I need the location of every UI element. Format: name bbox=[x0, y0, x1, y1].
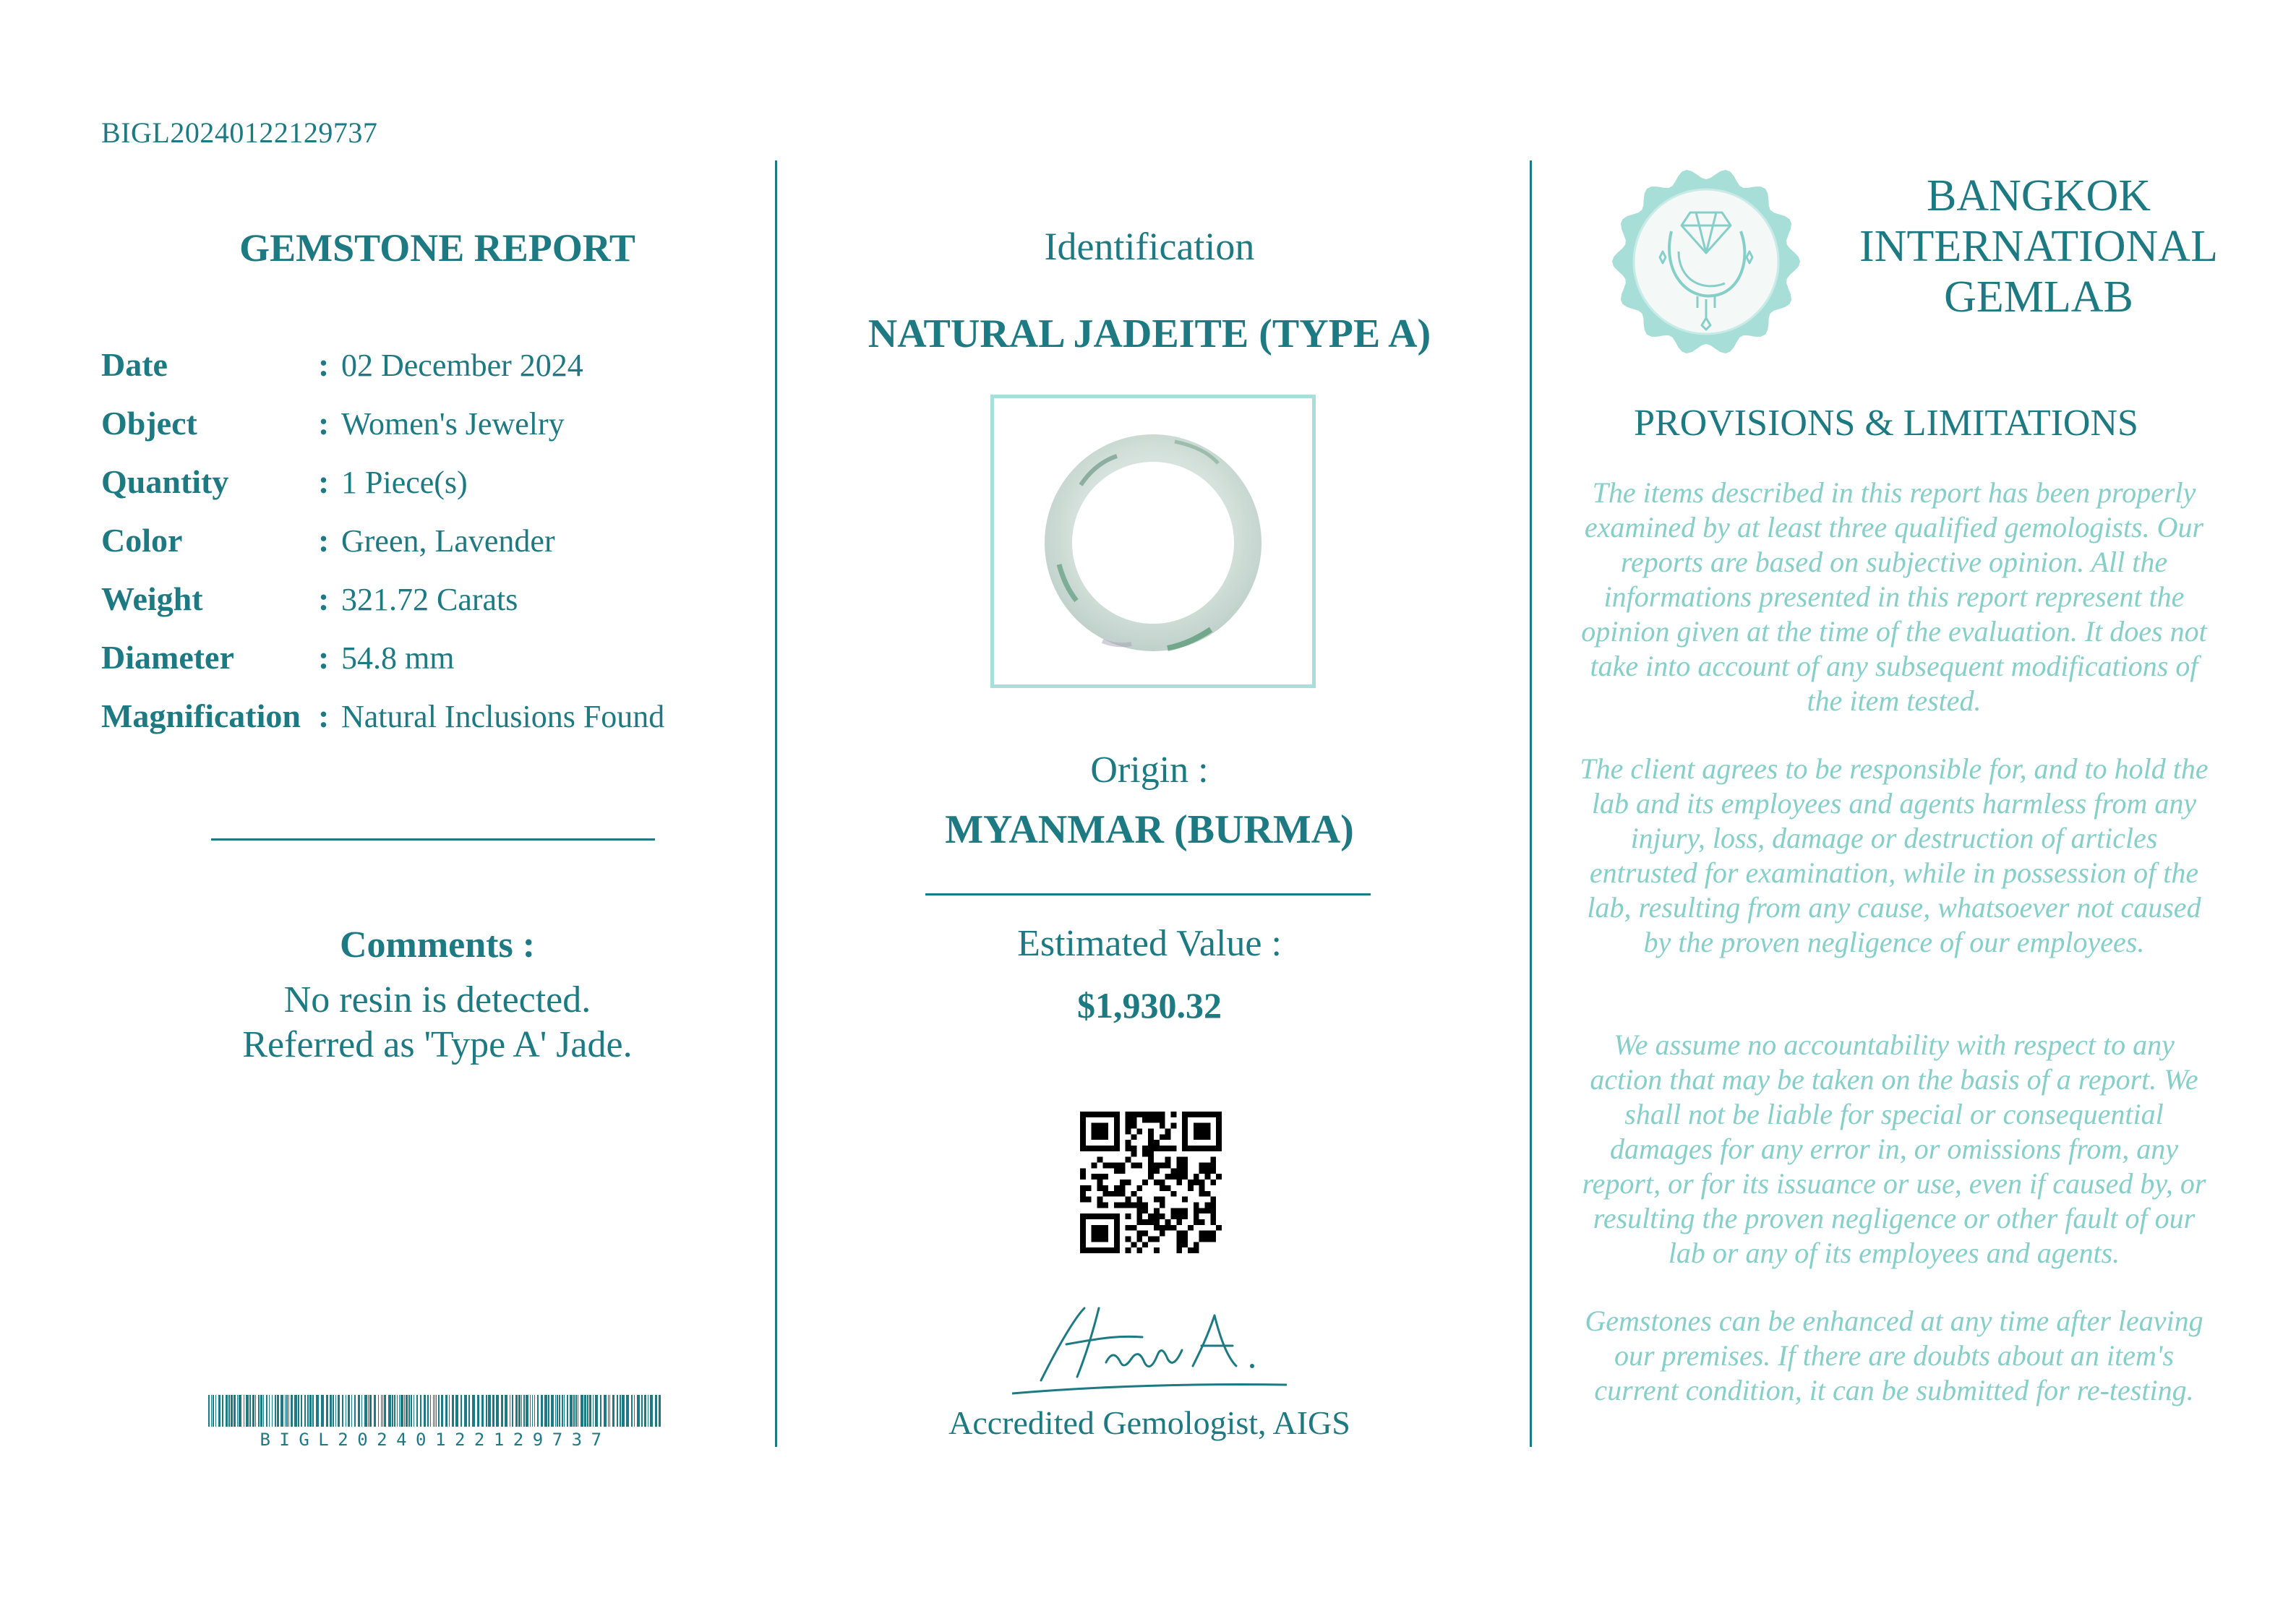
detail-key: Color bbox=[101, 522, 183, 559]
detail-colon: : bbox=[318, 580, 330, 617]
detail-value: 1 Piece(s) bbox=[341, 465, 468, 500]
estimated-value-amount: $1,930.32 bbox=[1077, 985, 1222, 1026]
detail-row-weight bbox=[101, 580, 795, 638]
lab-name-line: BANGKOK bbox=[1927, 171, 2151, 220]
detail-colon: : bbox=[318, 346, 330, 383]
detail-key: Object bbox=[101, 405, 197, 442]
report-title: GEMSTONE REPORT bbox=[239, 226, 635, 270]
detail-value: 54.8 mm bbox=[341, 640, 455, 676]
lab-name-line: INTERNATIONAL bbox=[1859, 222, 2218, 271]
identification-label: Identification bbox=[1044, 225, 1255, 268]
detail-colon: : bbox=[318, 463, 330, 500]
lab-seal-icon bbox=[1609, 165, 1803, 358]
estimated-value-label: Estimated Value : bbox=[1017, 923, 1282, 964]
gemstone-photo-frame bbox=[990, 395, 1316, 688]
detail-colon: : bbox=[318, 522, 330, 559]
jade-ring-image bbox=[994, 398, 1312, 684]
detail-value: Natural Inclusions Found bbox=[341, 699, 665, 734]
report-id: BIGL20240122129737 bbox=[101, 116, 378, 149]
detail-value: Green, Lavender bbox=[341, 523, 555, 559]
column-divider-right bbox=[1530, 160, 1532, 1447]
divider-line bbox=[925, 893, 1371, 895]
detail-key: Quantity bbox=[101, 463, 229, 500]
provisions-paragraph: Gemstones can be enhanced at any time after leaving our premises. If there are doubts about an item's current condition, it can be submitted for re-testing. bbox=[1585, 1305, 2203, 1406]
provisions-paragraph: The items described in this report has been properly examined by at least three qualified gemologists. Our reports are based on subjective opinion. All the informations presented in this report represent the opinion given at the time of the evaluation. It does not take into account of any subsequent modifications of the item tested. bbox=[1581, 476, 2207, 717]
detail-value: 321.72 Carats bbox=[341, 582, 518, 617]
detail-colon: : bbox=[318, 639, 330, 676]
detail-value: Women's Jewelry bbox=[341, 406, 565, 442]
provisions-paragraph: We assume no accountability with respect to any action that may be taken on the basis of a report. We shall not be liable for special or consequential damages for any error in, or omissions from, any report, or for its issuance or use, even if caused by, or resulting the proven negligence or other fault of our lab or any of its employees and agents. bbox=[1582, 1028, 2206, 1269]
detail-key: Weight bbox=[101, 580, 203, 617]
detail-colon: : bbox=[318, 405, 330, 442]
detail-row-object bbox=[101, 404, 795, 463]
comment-line: Referred as 'Type A' Jade. bbox=[242, 1024, 633, 1065]
details-table bbox=[101, 345, 795, 755]
origin-value: MYANMAR (BURMA) bbox=[945, 807, 1354, 852]
gemologist-title: Accredited Gemologist, AIGS bbox=[948, 1404, 1350, 1441]
detail-key: Diameter bbox=[101, 639, 234, 676]
detail-row-date bbox=[101, 345, 795, 404]
detail-row-diameter bbox=[101, 638, 795, 697]
comments-title: Comments : bbox=[339, 924, 536, 966]
detail-key: Date bbox=[101, 346, 168, 383]
origin-label: Origin : bbox=[1090, 749, 1209, 791]
lab-name bbox=[1836, 171, 2241, 322]
lab-name-line: GEMLAB bbox=[1944, 272, 2133, 322]
qr-code-icon bbox=[1080, 1112, 1222, 1253]
detail-key: Magnification bbox=[101, 697, 301, 734]
signature-mark bbox=[998, 1294, 1301, 1402]
detail-row-color bbox=[101, 521, 795, 580]
detail-row-magnification bbox=[101, 697, 795, 755]
identification-value: NATURAL JADEITE (TYPE A) bbox=[868, 312, 1431, 356]
detail-row-quantity bbox=[101, 463, 795, 521]
comment-line: No resin is detected. bbox=[283, 979, 591, 1021]
provisions-title: PROVISIONS & LIMITATIONS bbox=[1634, 403, 2138, 444]
detail-colon: : bbox=[318, 697, 330, 734]
detail-value: 02 December 2024 bbox=[341, 348, 583, 383]
divider-line bbox=[211, 838, 655, 841]
barcode-icon bbox=[208, 1395, 662, 1427]
barcode-text: BIGL20240122129737 bbox=[260, 1430, 611, 1450]
provisions-paragraph: The client agrees to be responsible for, and to hold the lab and its employees and agents harmless from any injury, loss, damage or destruction of articles entrusted for examination, while in possession of the lab, resulting from any cause, whatsoever not caused by the proven negligence of our employees. bbox=[1580, 752, 2209, 958]
